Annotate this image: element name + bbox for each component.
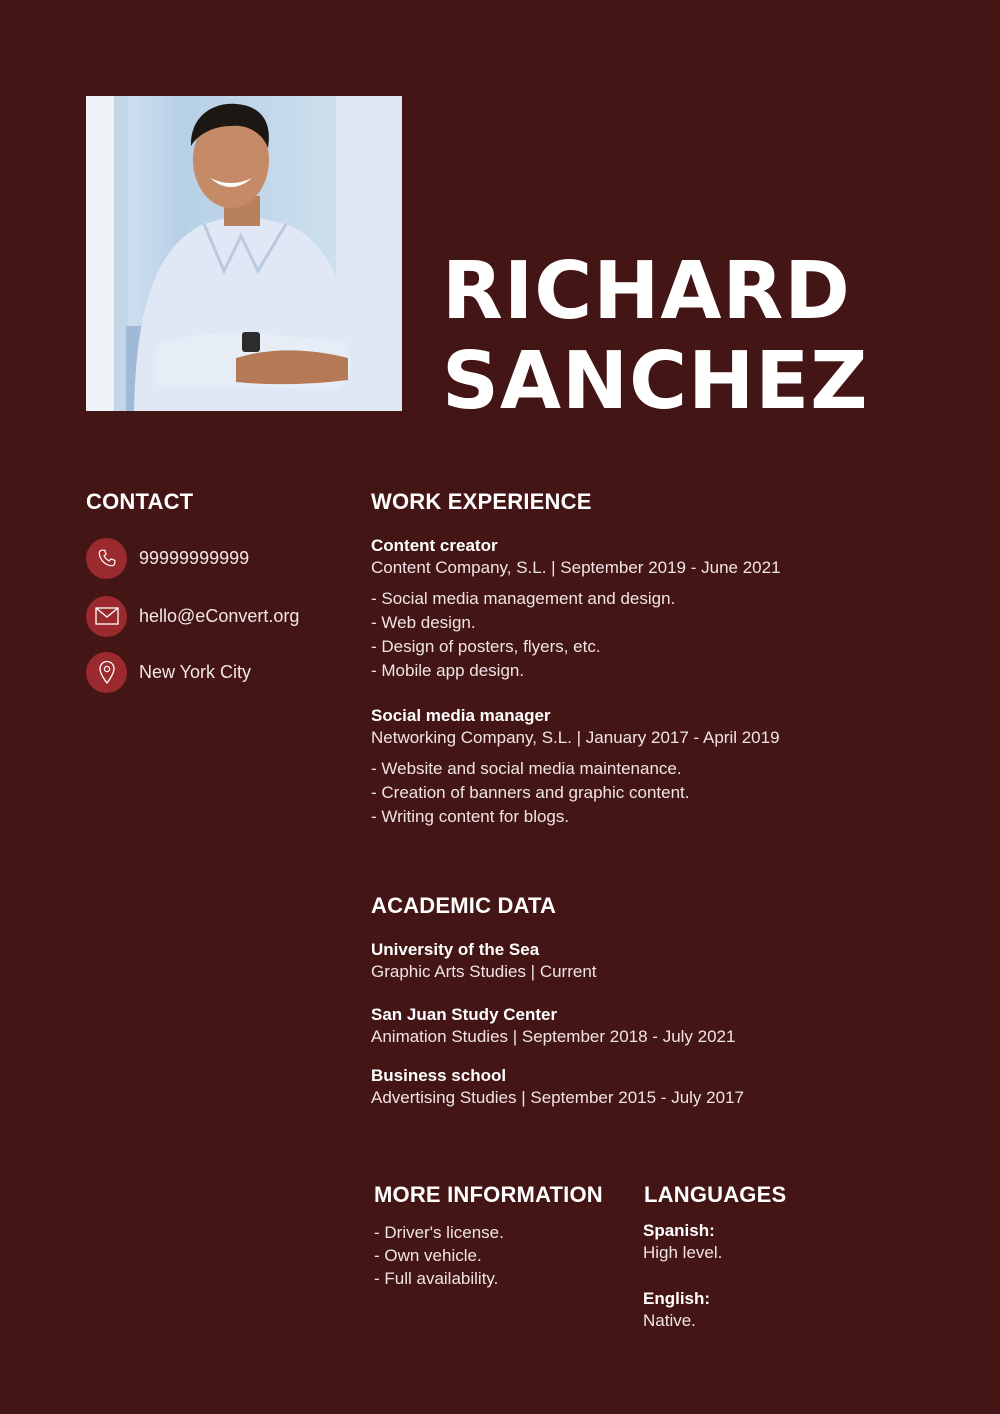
job-bullet: - Web design. — [371, 613, 476, 632]
job-bullets — [371, 587, 781, 683]
academic-entry — [371, 1004, 735, 1048]
contact-email — [86, 595, 299, 637]
profile-photo — [86, 96, 402, 411]
languages-heading: LANGUAGES — [644, 1182, 787, 1207]
job-bullet: - Mobile app design. — [371, 661, 525, 680]
location-pin-icon — [86, 652, 127, 693]
school-detail: Animation Studies | September 2018 - July 2021 — [371, 1027, 736, 1046]
job-bullet: - Design of posters, flyers, etc. — [371, 637, 601, 656]
academic-entry — [371, 1065, 744, 1109]
job-bullets — [371, 757, 780, 829]
work-experience-heading: WORK EXPERIENCE — [371, 489, 592, 514]
location-text: New York City — [139, 661, 252, 682]
more-info-item: - Own vehicle. — [374, 1246, 482, 1265]
more-info-item: - Full availability. — [374, 1269, 499, 1288]
job-bullet: - Social media management and design. — [371, 589, 676, 608]
mail-icon — [86, 596, 127, 637]
job-role: Social media manager — [371, 706, 551, 725]
job-company: Networking Company, S.L. | January 2017 - April 2019 — [371, 728, 780, 747]
job-bullet: - Website and social media maintenance. — [371, 759, 682, 778]
more-info-heading: MORE INFORMATION — [374, 1182, 603, 1207]
job-bullet: - Writing content for blogs. — [371, 807, 570, 826]
language-name: English: — [643, 1289, 711, 1308]
person-illustration — [86, 96, 402, 411]
contact-heading: CONTACT — [86, 489, 194, 514]
school-name: San Juan Study Center — [371, 1005, 558, 1024]
email-address[interactable]: hello@eConvert.org — [139, 605, 300, 626]
academic-heading: ACADEMIC DATA — [371, 893, 557, 918]
candidate-name — [442, 246, 869, 426]
last-name: SANCHEZ — [442, 335, 869, 427]
language-entry — [643, 1288, 710, 1332]
phone-number[interactable]: 99999999999 — [139, 547, 250, 568]
job-bullet: - Creation of banners and graphic content. — [371, 783, 690, 802]
job-company: Content Company, S.L. | September 2019 - June 2021 — [371, 558, 781, 577]
school-name: University of the Sea — [371, 940, 540, 959]
more-info-item: - Driver's license. — [374, 1223, 504, 1242]
phone-icon — [86, 538, 127, 579]
job-role: Content creator — [371, 536, 498, 555]
job-entry — [371, 705, 780, 829]
more-info-list — [374, 1221, 504, 1290]
language-name: Spanish: — [643, 1221, 715, 1240]
language-entry — [643, 1220, 722, 1264]
language-level: High level. — [643, 1243, 723, 1262]
first-name: RICHARD — [442, 245, 851, 337]
contact-phone — [86, 537, 249, 579]
contact-location — [86, 651, 251, 693]
school-detail: Advertising Studies | September 2015 - July 2017 — [371, 1088, 744, 1107]
school-name: Business school — [371, 1066, 507, 1085]
school-detail: Graphic Arts Studies | Current — [371, 962, 597, 981]
language-level: Native. — [643, 1311, 696, 1330]
job-entry — [371, 535, 781, 683]
academic-entry — [371, 939, 597, 983]
